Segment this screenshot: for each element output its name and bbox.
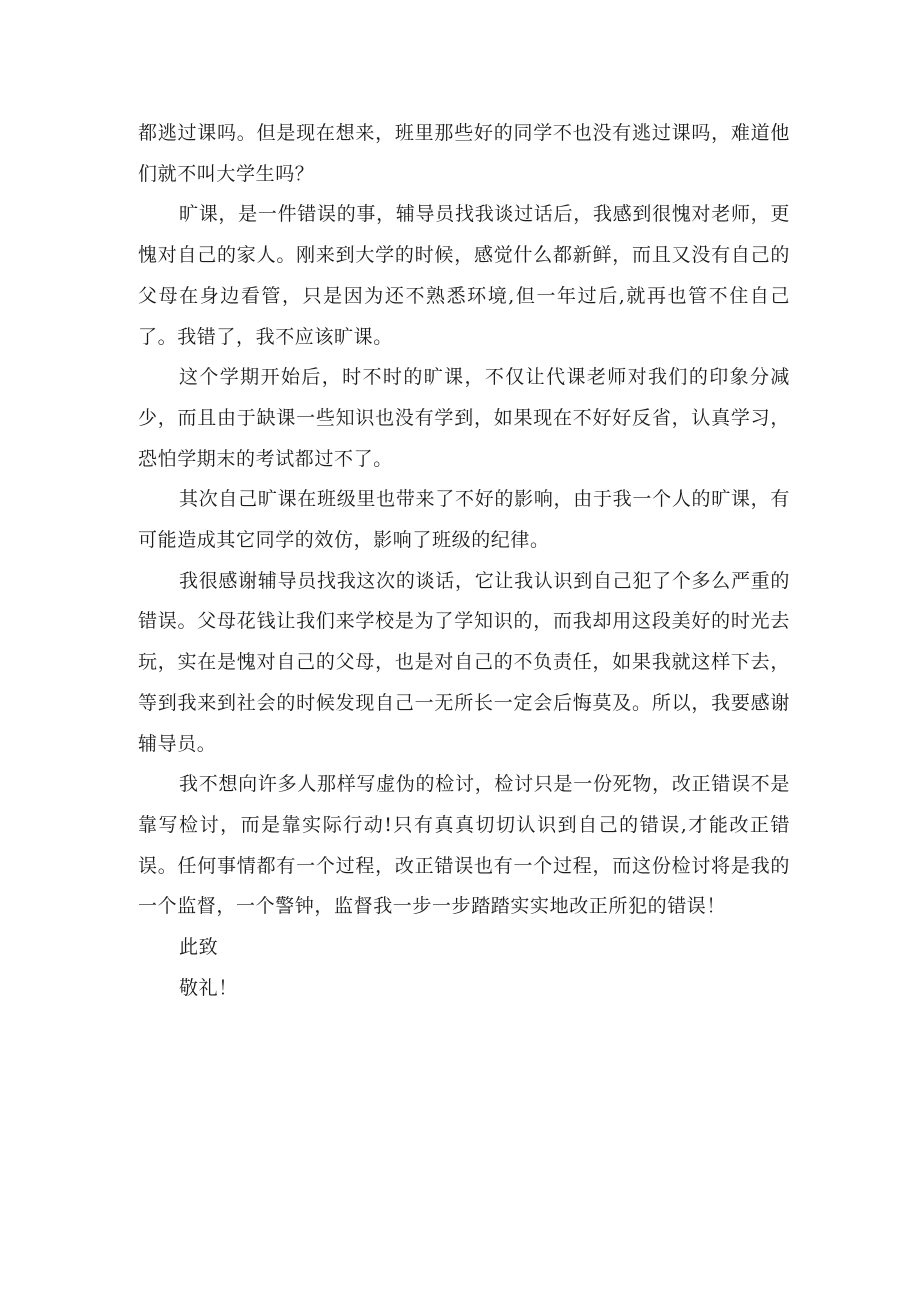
paragraph-truancy-wrong: 旷课，是一件错误的事，辅导员找我谈过话后，我感到很愧对老师，更愧对自己的家人。刚来到大学的时候，感觉什么都新鲜，而且又没有自己的父母在身边看管，只是因为还不熟悉环境,但一年过后,就再也管不住自己了。我错了，我不应该旷课。 [138, 203, 790, 348]
paragraph-real-action: 我不想向许多人那样写虚伪的检讨，检讨只是一份死物，改正错误不是靠写检讨，而是靠实际行动!只有真真切切认识到自己的错误,才能改正错误。任何事情都有一个过程，改正错误也有一个过程，而这份检讨将是我的一个监督，一个警钟，监督我一步一步踏踏实实地改正所犯的错误！ [138, 773, 790, 918]
paragraph-this-semester: 这个学期开始后，时不时的旷课，不仅让代课老师对我们的印象分减少，而且由于缺课一些知识也没有学到，如果现在不好好反省，认真学习，恐怕学期末的考试都过不了。 [138, 366, 790, 470]
document-body [138, 113, 790, 1008]
paragraph-thanks-counselor: 我很感谢辅导员找我这次的谈话，它让我认识到自己犯了个多么严重的错误。父母花钱让我们来学校是为了学知识的，而我却用这段美好的时光去玩，实在是愧对自己的父母，也是对自己的不负责任，如果我就这样下去，等到我来到社会的时候发现自己一无所长一定会后悔莫及。所以，我要感谢辅导员。 [138, 569, 790, 755]
closing-cizhi: 此致 [179, 936, 219, 959]
closing-jingli: 敬礼！ [179, 976, 238, 999]
paragraph-continuation: 都逃过课吗。但是现在想来，班里那些好的同学不也没有逃过课吗，难道他们就不叫大学生吗？ [138, 122, 790, 185]
paragraph-class-influence: 其次自己旷课在班级里也带来了不好的影响，由于我一个人的旷课，有可能造成其它同学的效仿，影响了班级的纪律。 [138, 488, 790, 552]
